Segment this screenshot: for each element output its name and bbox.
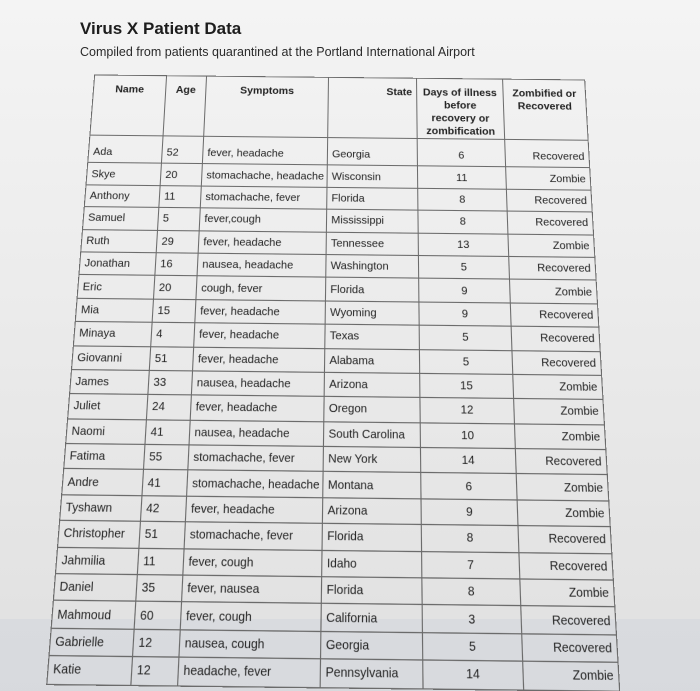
cell-name: Mia	[75, 298, 153, 322]
cell-days: 7	[422, 551, 520, 579]
cell-days: 14	[423, 660, 524, 689]
cell-symptoms: stomachache, fever	[184, 522, 322, 550]
header-outcome: Zombified or Recovered	[503, 79, 589, 140]
cell-age: 20	[153, 276, 197, 300]
cell-outcome: Recovered	[515, 449, 607, 475]
cell-name: Katie	[47, 656, 133, 685]
cell-age: 51	[149, 346, 193, 371]
cell-age: 4	[151, 322, 195, 346]
cell-state: Arizona	[324, 372, 420, 397]
cell-state: New York	[323, 446, 421, 472]
cell-outcome: Zombie	[514, 424, 605, 450]
cell-symptoms: fever, headache	[202, 136, 327, 165]
cell-outcome: Zombie	[506, 167, 591, 190]
patient-data-table	[47, 75, 618, 685]
cell-symptoms: nausea, headache	[197, 253, 326, 277]
table-header-row	[90, 75, 588, 140]
cell-name: Eric	[77, 275, 155, 299]
cell-symptoms: stomachache, headache	[187, 470, 324, 497]
cell-state: Alabama	[324, 348, 419, 373]
cell-symptoms: nausea, cough	[179, 630, 321, 659]
cell-age: 12	[133, 629, 181, 657]
cell-days: 8	[418, 210, 508, 233]
cell-age: 5	[158, 208, 201, 231]
cell-symptoms: headache, fever	[178, 657, 321, 687]
cell-days: 6	[421, 473, 517, 500]
cell-age: 41	[142, 470, 188, 496]
cell-days: 14	[420, 448, 516, 474]
cell-outcome: Zombie	[513, 374, 603, 399]
cell-outcome: Zombie	[509, 279, 597, 303]
cell-age: 52	[161, 136, 203, 164]
header-age: Age	[163, 76, 206, 137]
cell-outcome: Zombie	[508, 234, 595, 258]
cell-age: 41	[145, 419, 190, 445]
cell-symptoms: stomachache, headache	[201, 164, 327, 187]
cell-age: 35	[136, 575, 183, 603]
cell-outcome: Recovered	[506, 189, 592, 212]
cell-days: 12	[420, 398, 515, 424]
cell-days: 5	[418, 255, 509, 279]
cell-name: Samuel	[83, 207, 159, 230]
cell-name: Daniel	[53, 574, 137, 602]
cell-state: Idaho	[322, 550, 422, 578]
cell-age: 33	[148, 370, 193, 395]
cell-outcome: Recovered	[519, 552, 613, 580]
cell-outcome: Recovered	[518, 526, 612, 553]
page-subtitle: Compiled from patients quarantined at the Portland International Airport	[80, 45, 475, 59]
cell-outcome: Recovered	[512, 350, 602, 375]
cell-symptoms: stomachache, fever	[200, 186, 327, 209]
cell-symptoms: fever, headache	[193, 347, 325, 373]
cell-symptoms: fever, headache	[190, 395, 324, 421]
header-symptoms: Symptoms	[204, 76, 329, 137]
cell-days: 5	[419, 325, 512, 350]
cell-state: Georgia	[327, 138, 417, 167]
cell-outcome: Zombie	[517, 500, 610, 527]
cell-days: 8	[418, 188, 507, 211]
cell-name: Skye	[86, 163, 161, 186]
cell-name: James	[70, 369, 150, 394]
cell-state: South Carolina	[323, 421, 420, 447]
cell-days: 9	[419, 302, 511, 327]
cell-state: California	[321, 604, 423, 633]
cell-symptoms: fever, headache	[198, 230, 326, 254]
cell-outcome: Recovered	[505, 139, 590, 168]
cell-outcome: Zombie	[516, 474, 609, 501]
cell-symptoms: fever, headache	[185, 496, 322, 524]
cell-age: 20	[160, 164, 202, 186]
cell-state: Florida	[322, 524, 422, 552]
cell-age: 29	[156, 230, 199, 253]
cell-symptoms: nausea, headache	[189, 420, 324, 447]
cell-age: 24	[146, 395, 191, 420]
cell-name: Mahmoud	[51, 601, 136, 629]
cell-name: Jonathan	[79, 252, 156, 276]
cell-symptoms: fever, headache	[195, 299, 326, 324]
cell-outcome: Zombie	[514, 399, 605, 425]
cell-days: 13	[418, 233, 509, 257]
cell-outcome: Recovered	[522, 634, 618, 663]
cell-state: Georgia	[321, 631, 423, 660]
cell-state: Florida	[327, 187, 418, 210]
cell-outcome: Zombie	[523, 661, 620, 690]
cell-state: Tennessee	[326, 232, 418, 256]
cell-age: 15	[152, 299, 196, 323]
cell-days: 5	[422, 632, 522, 661]
cell-days: 6	[417, 138, 505, 167]
cell-age: 11	[159, 185, 201, 208]
cell-state: Oregon	[324, 397, 420, 423]
cell-symptoms: fever,cough	[199, 208, 326, 232]
cell-symptoms: fever, cough	[183, 548, 322, 576]
cell-age: 51	[139, 522, 185, 549]
cell-symptoms: nausea, headache	[191, 371, 324, 397]
cell-age: 42	[140, 496, 186, 523]
header-name: Name	[90, 75, 167, 136]
header-state: State	[328, 77, 417, 138]
cell-age: 16	[155, 253, 198, 276]
cell-days: 3	[422, 605, 522, 634]
cell-name: Anthony	[84, 185, 160, 208]
cell-age: 60	[134, 602, 181, 630]
cell-state: Pennsylvania	[320, 659, 423, 688]
cell-state: Texas	[325, 324, 420, 349]
cell-symptoms: stomachache, fever	[188, 445, 324, 472]
cell-name: Gabrielle	[49, 628, 134, 657]
cell-days: 5	[419, 349, 512, 374]
cell-outcome: Recovered	[511, 326, 600, 351]
cell-name: Christopher	[58, 521, 141, 548]
cell-age: 12	[131, 657, 179, 686]
cell-outcome: Recovered	[509, 256, 596, 280]
cell-state: Washington	[326, 254, 419, 278]
cell-age: 55	[143, 444, 189, 470]
cell-name: Tyshawn	[60, 495, 142, 522]
cell-name: Jahmilia	[55, 547, 138, 575]
cell-state: Florida	[321, 577, 422, 605]
cell-days: 15	[420, 373, 514, 398]
cell-state: Arizona	[322, 498, 421, 525]
cell-name: Fatima	[64, 444, 145, 470]
cell-state: Mississippi	[326, 209, 418, 232]
cell-name: Andre	[62, 469, 144, 496]
cell-days: 11	[417, 166, 506, 189]
cell-symptoms: fever, headache	[194, 323, 325, 348]
cell-state: Wisconsin	[327, 165, 418, 188]
cell-state: Wyoming	[325, 301, 419, 326]
cell-outcome: Recovered	[521, 606, 617, 635]
cell-name: Juliet	[68, 394, 148, 420]
cell-name: Minaya	[73, 322, 152, 347]
header-days-of-illness: Days of illness before recovery or zombification	[417, 78, 505, 139]
cell-name: Naomi	[66, 419, 147, 445]
cell-name: Ada	[88, 135, 163, 163]
table-row	[47, 656, 620, 691]
cell-days: 9	[419, 278, 511, 302]
cell-symptoms: fever, nausea	[182, 575, 322, 604]
cell-days: 9	[421, 499, 518, 526]
cell-age: 11	[137, 548, 184, 575]
cell-days: 8	[421, 525, 519, 553]
cell-name: Giovanni	[72, 345, 151, 370]
cell-days: 8	[422, 578, 521, 606]
cell-outcome: Recovered	[510, 303, 599, 328]
cell-outcome: Recovered	[507, 211, 593, 234]
cell-outcome: Zombie	[520, 579, 615, 607]
cell-symptoms: fever, cough	[180, 602, 321, 631]
cell-name: Ruth	[81, 229, 158, 252]
cell-symptoms: cough, fever	[196, 276, 326, 301]
cell-days: 10	[420, 423, 515, 449]
page-title: Virus X Patient Data	[80, 19, 242, 38]
cell-state: Florida	[325, 277, 418, 301]
cell-state: Montana	[323, 472, 421, 499]
